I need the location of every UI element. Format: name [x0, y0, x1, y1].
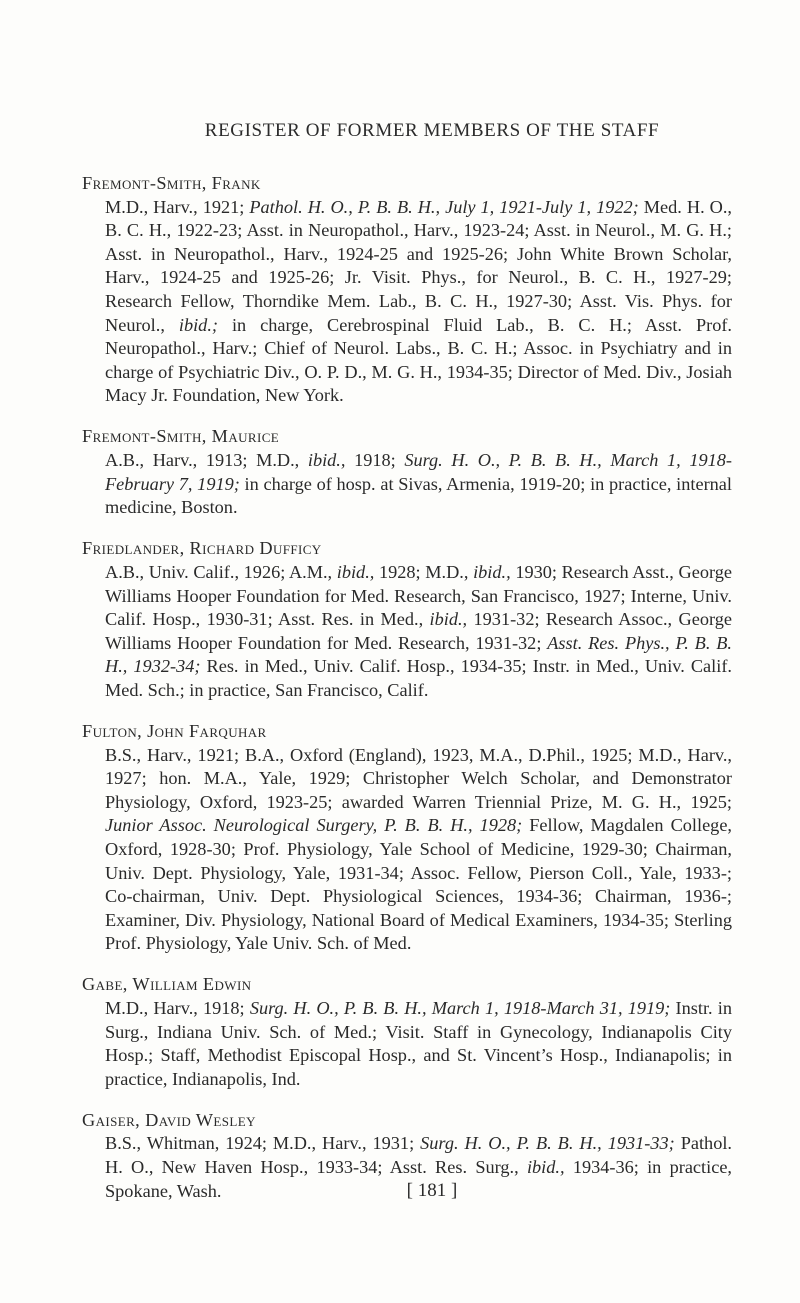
text-run: 1931-32; Research Assoc., George Williams Hooper Foundation for Med. Research, 1931-32; — [105, 609, 732, 653]
text-run: in charge of hosp. at Sivas, Armenia, 1919-20; in practice, internal medicine, Boston. — [105, 473, 732, 518]
register-entry — [82, 172, 732, 408]
text-run: B.S., Whitman, 1924; M.D., Harv., 1931; — [105, 1133, 421, 1154]
entry-name: Gabe, William Edwin — [82, 974, 252, 995]
text-run: A.B., Harv., 1913; M.D., — [105, 450, 308, 471]
register-entry — [82, 720, 732, 956]
italic-run: ibid.; — [178, 314, 218, 335]
text-run: in charge, Cerebrospinal Fluid Lab., B. C. H.; Asst. Prof. Neuropathol., Harv.; Chief of Neurol. Labs., B. C. H.; Assoc. in Psychiatry and in charge of Psychiatric Div., O. P. D., M. G. H., 1934-35; Director of Med. Div., Josiah Macy Jr. Foundation, New York. — [105, 314, 732, 406]
text-run: Instr. in Surg., Indiana Univ. Sch. of Med.; Visit. Staff in Gynecology, Indianapolis City Hosp.; Staff, Methodist Episcopal Hosp., and St. Vincent’s Hosp., Indianapolis; in practice, Indianapolis, Ind. — [105, 998, 732, 1089]
register-entries — [82, 172, 732, 1221]
text-run: A.B., Univ. Calif., 1926; A.M., — [105, 561, 337, 582]
entry-name: Fulton, John Farquhar — [82, 720, 267, 741]
italic-run: Surg. H. O., P. B. B. H., March 1, 1918-March 31, 1919; — [249, 998, 671, 1018]
italic-run: Junior Assoc. Neurological Surgery, P. B. B. H., 1928; — [105, 815, 523, 836]
text-run: M.D., Harv., 1918; — [105, 998, 250, 1018]
italic-run: ibid., — [307, 450, 346, 471]
entry-name: Friedlander, Richard Dufficy — [82, 538, 322, 559]
italic-run: Surg. H. O., P. B. B. H., 1931-33; — [420, 1133, 675, 1154]
entry-body — [105, 997, 732, 1091]
text-run: 1928; M.D., — [374, 561, 474, 582]
italic-run: Surg. H. O., P. B. B. H., March 1, 1918-February 7, 1919; — [105, 450, 732, 494]
entry-name: Gaiser, David Wesley — [82, 1109, 256, 1130]
text-run: Fellow, Magdalen College, Oxford, 1928-30; Prof. Physiology, Yale School of Medicine, 1929-30; Chairman, Univ. Dept. Physiology, Yale, 1931-34; Assoc. Fellow, Pierson Coll., Yale, 1933-; Co-chairman, Univ. Dept. Physiological Sciences, 1934-36; Chairman, 1936-; Examiner, Div. Physiology, National Board of Medical Examiners, 1934-35; Sterling Prof. Physiology, Yale Univ. Sch. of Med. — [105, 815, 733, 954]
text-run: 1934-36; in practice, Spokane, Wash. — [105, 1157, 733, 1201]
italic-run: ibid., — [526, 1157, 565, 1178]
italic-run: Pathol. H. O., P. B. B. H., July 1, 1921-July 1, 1922; — [249, 196, 639, 217]
entry-name: Fremont-Smith, Maurice — [82, 426, 280, 447]
page-number: [ 181 ] — [406, 1180, 458, 1201]
italic-run: Asst. Res. Phys., P. B. B. H., 1932-34; — [105, 632, 732, 677]
entry-body — [105, 196, 732, 408]
entry-body — [105, 449, 732, 520]
text-run: Med. H. O., B. C. H., 1922-23; Asst. in Neuropathol., Harv., 1923-24; Asst. in Neurol., M. G. H.; Asst. in Neuropathol., Harv., 1924-25 and 1925-26; John White Brown Scholar, Harv., 1924-25 and 1925-26; Jr. Visit. Phys., for Neurol., B. C. H., 1927-29; Research Fellow, Thorndike Mem. Lab., B. C. H., 1927-30; Asst. Vis. Phys. for Neurol., — [105, 196, 733, 335]
entry-body — [105, 561, 732, 703]
entry-name: Fremont-Smith, Frank — [82, 173, 261, 193]
text-run: Pathol. H. O., New Haven Hosp., 1933-34; Asst. Res. Surg., — [105, 1133, 732, 1178]
entry-body — [105, 744, 732, 956]
running-head: REGISTER OF FORMER MEMBERS OF THE STAFF — [204, 120, 660, 141]
italic-run: ibid., — [336, 561, 375, 582]
text-run: Res. in Med., Univ. Calif. Hosp., 1934-35; Instr. in Med., Univ. Calif. Med. Sch.; in practice, San Francisco, Calif. — [105, 656, 732, 700]
register-entry — [82, 425, 732, 519]
text-run: B.S., Harv., 1921; B.A., Oxford (England), 1923, M.A., D.Phil., 1925; M.D., Harv., 1927; hon. M.A., Yale, 1929; Christopher Welch Scholar, and Demonstrator Physiology, Oxford, 1923-25; awarded Warren Triennial Prize, M. G. H., 1925; — [105, 744, 732, 812]
text-run: 1930; Research Asst., George Williams Hooper Foundation for Med. Research, San Francisco, 1927; Interne, Univ. Calif. Hosp., 1930-31; Asst. Res. in Med., — [105, 561, 732, 630]
text-run: M.D., Harv., 1921; — [105, 196, 250, 217]
text-run: 1918; — [345, 450, 405, 471]
italic-run: ibid., — [473, 561, 511, 582]
register-entry — [82, 537, 732, 702]
italic-run: ibid., — [429, 609, 468, 630]
register-entry — [82, 973, 732, 1091]
